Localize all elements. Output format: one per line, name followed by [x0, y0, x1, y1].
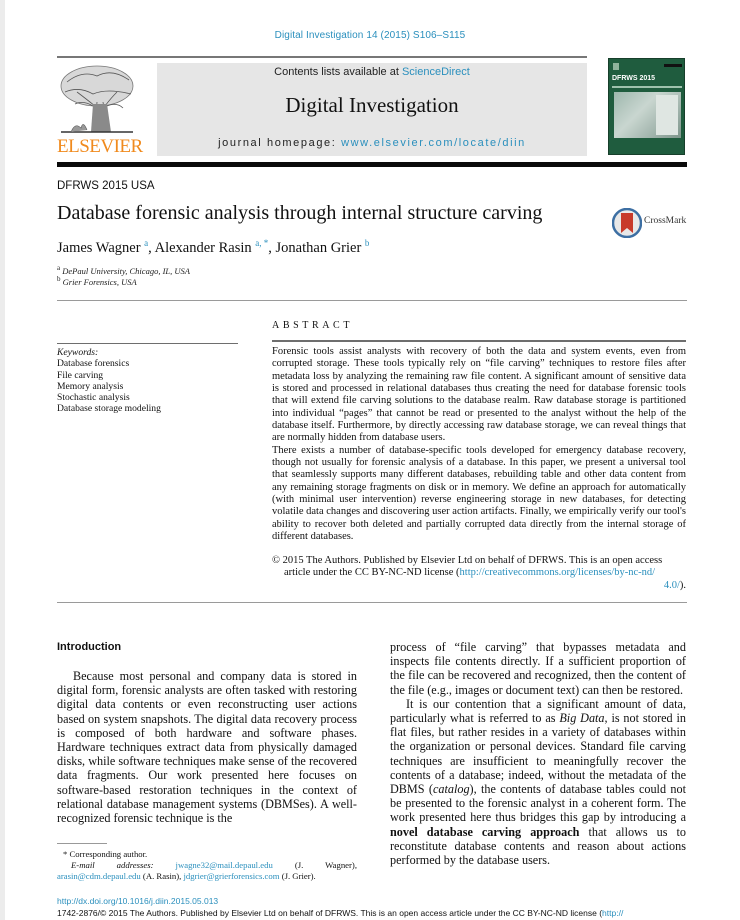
footer-license-text: 1742-2876/© 2015 The Authors. Published by Elsevier Ltd on behalf of DFRWS. This is an open access article under the CC BY-NC-ND license (	[57, 908, 603, 918]
doi-link[interactable]: http://dx.doi.org/10.1016/j.diin.2015.05.013	[57, 896, 219, 906]
affiliation-text: DePaul University, Chicago, IL, USA	[62, 265, 190, 276]
author-affil-mark[interactable]: b	[364, 238, 370, 248]
body-paragraph: Because most personal and company data is stored in digital form, forensic analysts are often tasked with restoring digital data contents or even reconstructing user actions based on system snapshots. The digital data recovery process is composed of both hardware and software phases. Hardware techniques extract data from physically damaged disks, while software techniques make sense of the recovered data fragments. Our work presented here focuses on software-based restoration techniques in the context of relational database management systems (DBMSes). A well-recognized forensic technique is the	[57, 669, 357, 826]
footer-license	[57, 908, 623, 918]
email-owner: (J. Wagner),	[272, 860, 357, 871]
abstract-copyright	[272, 555, 686, 592]
homepage-prefix: journal homepage:	[218, 137, 342, 149]
bold-novel-approach: novel database carving approach	[390, 824, 580, 839]
keywords-heading: Keywords:	[57, 347, 99, 358]
footnote-rule	[57, 843, 107, 844]
copyright-line	[272, 580, 686, 592]
email-link[interactable]: jdgrier@grierforensics.com	[183, 871, 280, 882]
license-suffix: ).	[679, 579, 686, 591]
keywords-block	[57, 347, 161, 415]
cover-title: DFRWS 2015	[612, 75, 656, 82]
keyword-item: Memory analysis	[57, 380, 124, 392]
footer-license-link[interactable]: http://	[602, 908, 624, 918]
keyword-item: Database storage modeling	[57, 403, 161, 415]
crossmark-label: CrossMark	[644, 216, 687, 226]
cover-logo-icon	[613, 63, 619, 70]
text-run: ), the contents of database tables could not be presented to the forensic analyst in a coherent form. The work presented here thus bridges this gap by introducing a	[390, 782, 686, 825]
email-label: E-mail addresses:	[71, 860, 176, 871]
email-owner: (J. Grier).	[279, 871, 316, 882]
author-list: James Wagner $^a$, Alexander Rasin $^{a, *}$, Jonathan Grier $^b$	[57, 238, 370, 256]
abstract-heading: ABSTRACT	[272, 320, 354, 331]
emphasis-catalog: catalog	[432, 782, 470, 797]
body-column-left	[57, 669, 357, 825]
abstract-bottom-rule	[57, 602, 687, 603]
text-run: , is not stored in flat files, but rather resides in a variety of databases within the organization or personal devices. Standard file carving techniques are insufficient to meaningfully recover the contents of a database; indeed, without the metadata of the DBMS (	[390, 711, 686, 797]
text-run: It is our contention that a significant amount of data, particularly what is referred to as	[390, 696, 686, 726]
author-name[interactable]: Alexander Rasin	[154, 239, 252, 256]
cover-issue-tag	[664, 64, 682, 67]
email-link[interactable]: arasin@cdm.depaul.edu	[57, 871, 141, 882]
author-name[interactable]: James Wagner	[57, 239, 141, 256]
article-section-label: DFRWS 2015 USA	[57, 180, 155, 192]
author-affil-mark[interactable]: a, *	[255, 238, 269, 248]
body-column-right	[390, 640, 686, 867]
journal-homepage-link[interactable]: www.elsevier.com/locate/diin	[341, 137, 526, 149]
email-addresses	[57, 860, 357, 882]
crossmark-button[interactable]	[612, 208, 722, 238]
body-paragraph	[390, 697, 686, 867]
running-head[interactable]: Digital Investigation 14 (2015) S106–S115	[274, 30, 466, 41]
license-text: article under the CC BY-NC-ND license (	[284, 567, 460, 579]
copyright-line: © 2015 The Authors. Published by Elsevier Ltd on behalf of DFRWS. This is an open access	[272, 555, 663, 566]
elsevier-tree-icon	[57, 62, 137, 137]
license-link[interactable]: http://creativecommons.org/licenses/by-nc-nd/	[459, 567, 656, 579]
affiliation-rule	[57, 300, 687, 301]
sciencedirect-link[interactable]: ScienceDirect	[401, 66, 470, 78]
journal-homepage-line	[157, 137, 587, 149]
introduction-heading: Introduction	[57, 641, 122, 653]
copyright-line	[272, 567, 686, 579]
license-link-continued[interactable]: 4.0/	[663, 579, 680, 591]
crossmark-icon	[612, 208, 642, 238]
contents-prefix: Contents lists available at	[274, 66, 402, 78]
abstract-paragraph: Forensic tools assist analysts with recovery of both the data and system events, even from corrupted storage. These tools typically rely on “file carving” techniques to restore files after metadata loss by analyzing the remaining raw file content. A significant amount of sensitive data is stored and processed in relational databases thus creating the need for database forensic tools that will extend file carving solutions to the database realm. Raw database storage is partitioned into individual “pages” that cannot be read or presented to the analyst without the help of the database itself. Furthermore, by directly accessing raw database storage, we can reveal things that are normally hidden from database users.	[272, 346, 686, 444]
elsevier-logo[interactable]	[57, 62, 143, 157]
masthead-thick-rule	[57, 162, 687, 167]
journal-title: Digital Investigation	[285, 93, 459, 117]
journal-cover-image[interactable]	[608, 58, 685, 155]
abstract-body	[272, 346, 686, 544]
affiliation	[57, 275, 137, 287]
keywords-rule	[57, 343, 238, 344]
article-title: Database forensic analysis through internal structure carving	[57, 202, 543, 224]
affiliation-mark: a	[57, 264, 61, 272]
journal-masthead	[157, 63, 587, 156]
text-run: that allows us to reconstitute database contents and reason about actions performed by the database users.	[390, 824, 686, 868]
affiliation-text: Grier Forensics, USA	[62, 276, 137, 287]
author-affil-mark[interactable]: a	[144, 238, 149, 248]
email-owner: (A. Rasin),	[140, 871, 184, 882]
elsevier-wordmark: ELSEVIER	[57, 136, 143, 157]
footnote	[57, 849, 357, 883]
affiliation-mark: b	[57, 275, 61, 283]
keyword-item: Stochastic analysis	[57, 392, 130, 404]
email-link[interactable]: jwagne32@mail.depaul.edu	[175, 860, 273, 871]
cover-text-panel	[656, 95, 678, 135]
body-paragraph: process of “file carving” that bypasses metadata and inspects file contents directly. If a sufficient proportion of the file can be recovered and recognized, then the content of the file (e.g., images or document text) can then be restored.	[390, 640, 686, 697]
keyword-item: Database forensics	[57, 358, 130, 370]
author-name[interactable]: Jonathan Grier	[275, 239, 362, 256]
emphasis-big-data: Big Data	[559, 711, 605, 726]
cover-subtitle-bar	[612, 86, 682, 88]
contents-line	[157, 66, 587, 78]
abstract-top-rule	[272, 340, 686, 342]
corresponding-author-note: * Corresponding author.	[63, 849, 148, 859]
keyword-item: File carving	[57, 369, 104, 381]
header-rule	[57, 56, 587, 58]
abstract-paragraph: There exists a number of database-specific tools developed for emergency database recovery, though not usually for forensic analysis of a database. In this paper, we present a universal tool that seamlessly supports many different databases, rebuilding table and other data content from any remaining storage fragments on disk or in memory. We define an approach for automatically (with minimal user intervention) reverse engineering storage in new databases, for detecting volatile data changes and discovering user action artifacts. Finally, we empirically verify our tool's ability to recover both deleted and partially corrupted data directly from the internal storage of different databases.	[272, 444, 686, 543]
